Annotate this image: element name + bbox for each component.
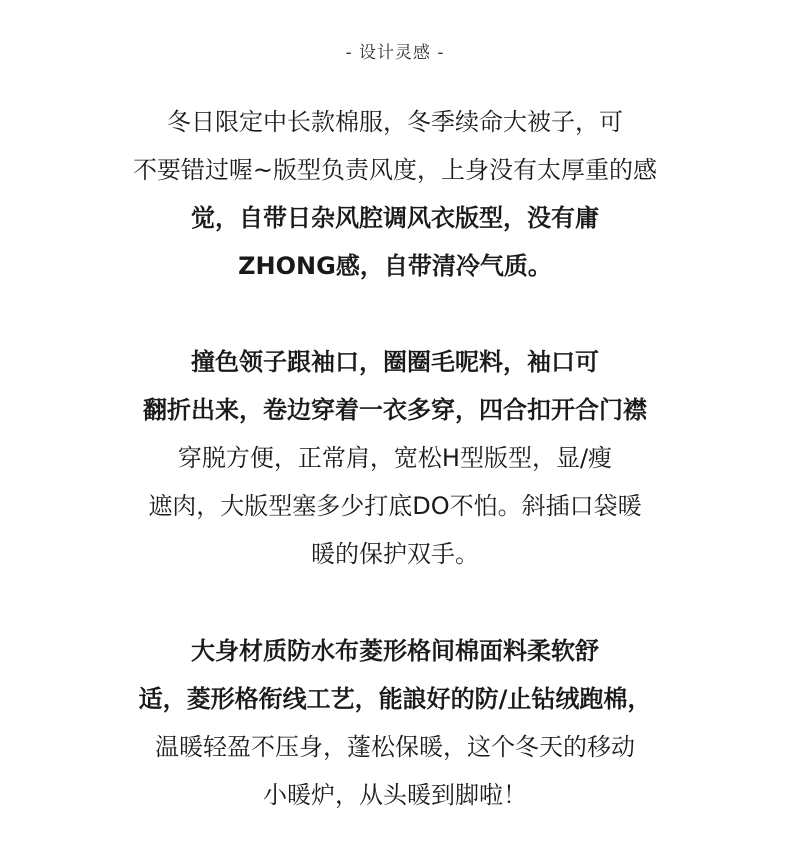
paragraph-line: 冬日限定中长款棉服，冬季续命大被子，可	[167, 108, 623, 136]
paragraph-line: ZHONG感，自带清冷气质。	[238, 252, 552, 280]
paragraph-line: 大身材质防水布菱形格间棉面料柔软舒	[191, 637, 599, 665]
paragraph-line: 翻折出来，卷边穿着一衣多穿，四合扣开合门襟	[143, 396, 647, 424]
paragraph-style	[0, 98, 790, 290]
paragraph-line: 小暖炉，从头暖到脚啦！	[263, 781, 527, 809]
paragraph-line: 穿脱方便，正常肩，宽松H型版型，显/瘦	[177, 444, 613, 472]
paragraph-details	[0, 338, 790, 578]
paragraph-line: 不要错过喔~版型负责风度，上身没有太厚重的感	[132, 156, 658, 184]
paragraph-line: 撞色领子跟袖口，圈圈毛呢料，袖口可	[191, 348, 599, 376]
paragraph-line: 遮肉，大版型塞多少打底DO不怕。斜插口袋暖	[148, 492, 642, 520]
paragraph-line: 适，菱形格衔线工艺，能誏好的防/止钻绒跑棉，	[138, 685, 652, 713]
paragraph-material	[0, 627, 790, 819]
paragraph-line: 温暖轻盈不压身，蓬松保暖，这个冬天的移动	[155, 733, 635, 761]
paragraph-line: 暖的保护双手。	[311, 540, 479, 568]
section-title: - 设计灵感 -	[345, 43, 445, 63]
paragraph-line: 觉，自带日杂风腔调风衣版型，没有庸	[191, 204, 599, 232]
